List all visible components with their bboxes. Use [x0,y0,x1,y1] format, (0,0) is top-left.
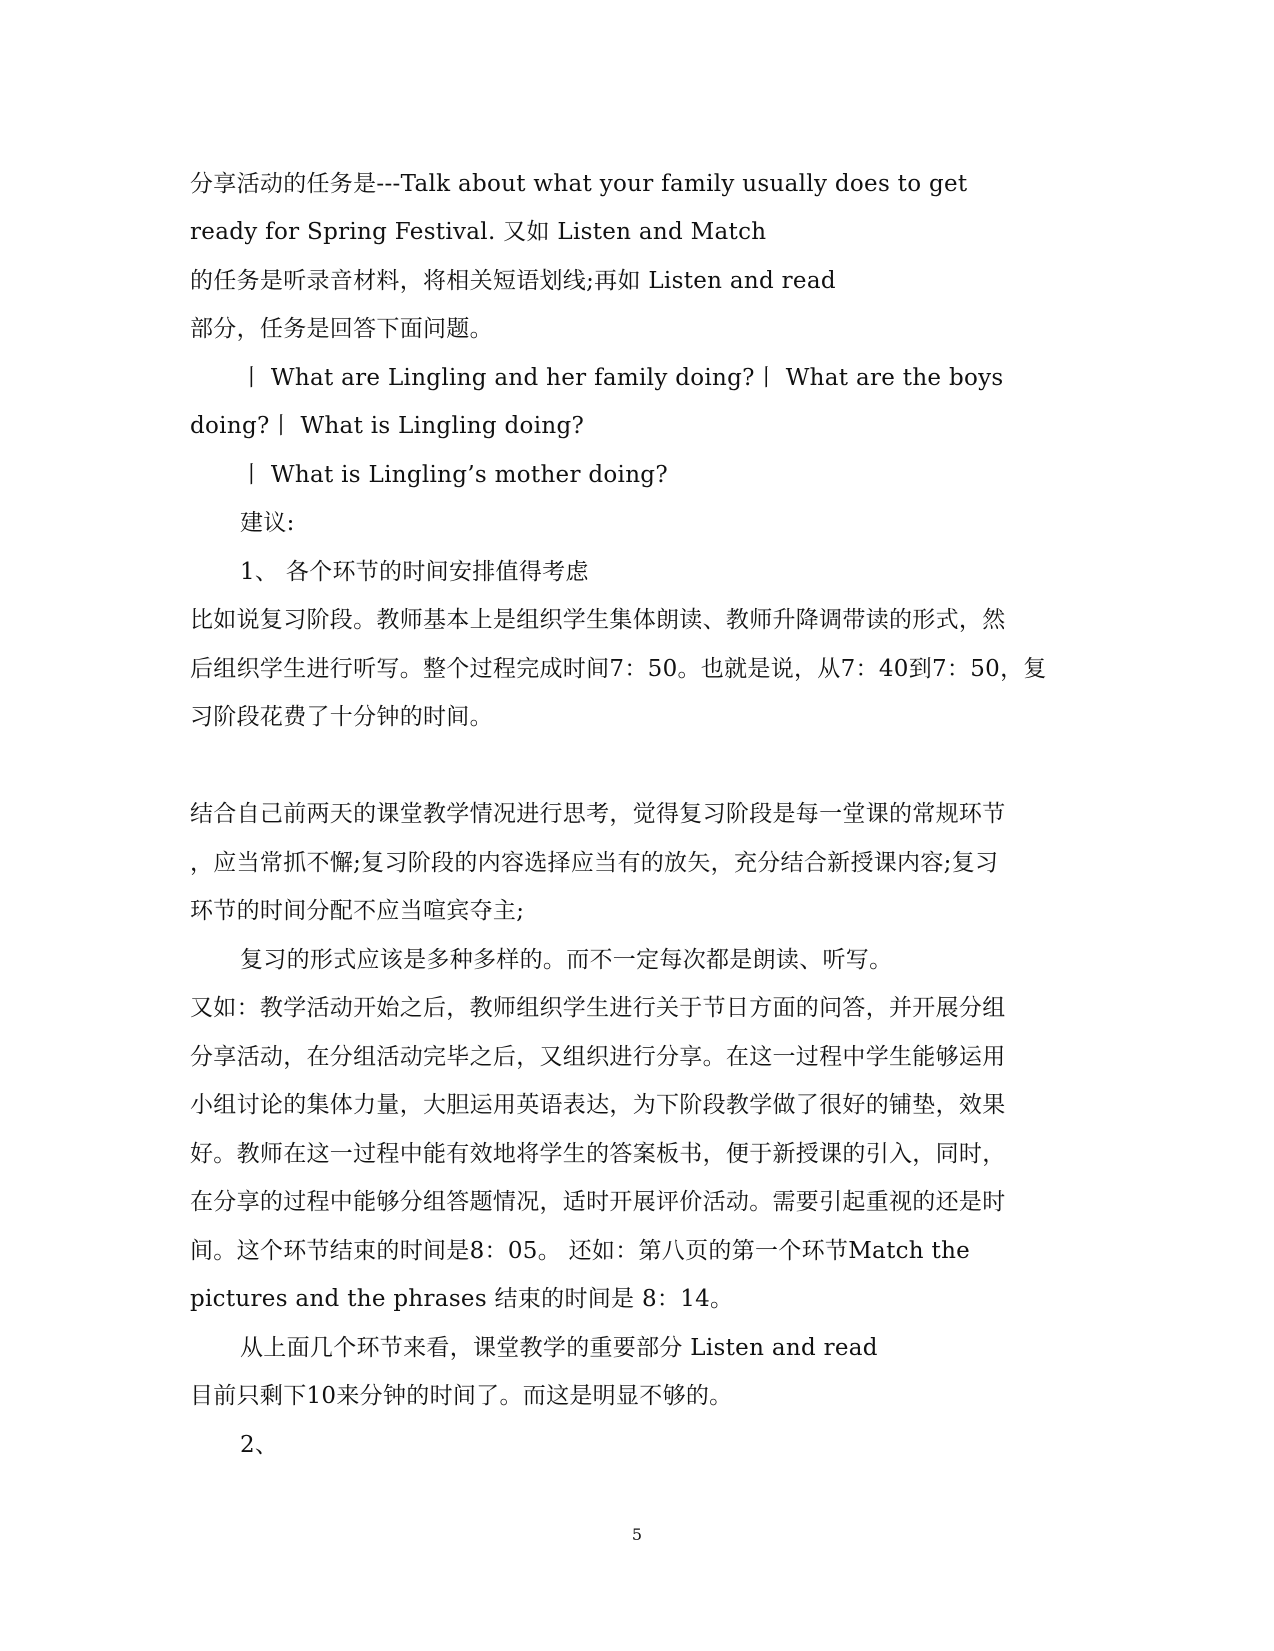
text-line: 分享活动的任务是---Talk about what your family usually does to get [190,171,968,197]
question-line: 丨 What is Lingling’s mother doing? [240,462,668,488]
text-line: 分享活动，在分组活动完毕之后，又组织进行分享。在这一过程中学生能够运用 [190,1044,1006,1070]
question-line: doing?丨 What is Lingling doing? [190,413,585,439]
question-line: 丨 What are Lingling and her family doing?丨 What are the boys [240,365,1004,391]
text-line: 部分，任务是回答下面问题。 [190,316,493,342]
text-line: ，应当常抓不懈;复习阶段的内容选择应当有的放矢，充分结合新授课内容;复习 [190,850,999,876]
text-line: 结合自己前两天的课堂教学情况进行思考，觉得复习阶段是每一堂课的常规环节 [190,801,1006,827]
text-line: 习阶段花费了十分钟的时间。 [190,704,493,730]
text-line: 在分享的过程中能够分组答题情况，适时开展评价活动。需要引起重视的还是时 [190,1189,1006,1215]
text-line: ready for Spring Festival. 又如 Listen and Match [190,219,767,245]
section-heading: 建议: [240,510,295,536]
page-number: 5 [631,1525,643,1544]
text-line: 的任务是听录音材料，将相关短语划线;再如 Listen and read [190,268,836,294]
text-line: 比如说复习阶段。教师基本上是组织学生集体朗读、教师升降调带读的形式，然 [190,607,1006,633]
text-line: 小组讨论的集体力量，大胆运用英语表达，为下阶段教学做了很好的铺垫，效果 [190,1092,1006,1118]
numbered-heading: 1、 各个环节的时间安排值得考虑 [240,559,589,585]
text-line: 好。教师在这一过程中能有效地将学生的答案板书，便于新授课的引入，同时， [190,1141,1006,1167]
numbered-heading: 2、 [240,1432,279,1458]
text-line: 又如：教学活动开始之后，教师组织学生进行关于节日方面的问答，并开展分组 [190,995,1006,1021]
text-line: 目前只剩下10来分钟的时间了。而这是明显不够的。 [190,1383,733,1409]
text-line: 复习的形式应该是多种多样的。而不一定每次都是朗读、听写。 [240,947,893,973]
text-line: pictures and the phrases 结束的时间是 8：14。 [190,1286,734,1312]
text-line: 间。这个环节结束的时间是8：05。 还如：第八页的第一个环节Match the [190,1238,971,1264]
text-line: 后组织学生进行听写。整个过程完成时间7：50。也就是说，从7：40到7：50，复 [190,656,1047,682]
text-line: 环节的时间分配不应当喧宾夺主; [190,898,525,924]
text-line: 从上面几个环节来看，课堂教学的重要部分 Listen and read [240,1335,878,1361]
